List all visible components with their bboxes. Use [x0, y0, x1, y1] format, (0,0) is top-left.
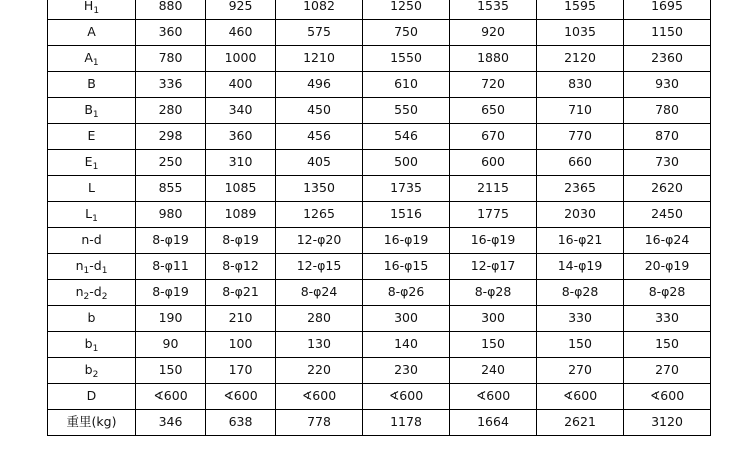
table-cell: 2621: [537, 410, 624, 436]
row-label: $b_2$: [48, 358, 136, 384]
table-row: [48, 384, 711, 410]
table-cell: 1735: [363, 176, 450, 202]
table-cell: 720: [450, 72, 537, 98]
table-cell: 8-φ11: [136, 254, 206, 280]
table-cell: 12-φ17: [450, 254, 537, 280]
table-cell: 980: [136, 202, 206, 228]
table-cell: 730: [624, 150, 711, 176]
table-cell: 8-φ19: [136, 280, 206, 306]
table-cell: 220: [276, 358, 363, 384]
table-cell: 1695: [624, 0, 711, 20]
table-cell: 130: [276, 332, 363, 358]
table-cell: 150: [624, 332, 711, 358]
table-cell: ∢600: [276, 384, 363, 410]
table-row: [48, 280, 711, 306]
table-cell: 660: [537, 150, 624, 176]
row-label: b: [48, 306, 136, 332]
table-cell: 1265: [276, 202, 363, 228]
table-cell: 1000: [206, 46, 276, 72]
row-label: $n_2-d_2$: [48, 280, 136, 306]
row-label: $n_1-d_1$: [48, 254, 136, 280]
table-row: [48, 150, 711, 176]
table-cell: 360: [206, 124, 276, 150]
table-cell: 340: [206, 98, 276, 124]
table-cell: 750: [363, 20, 450, 46]
table-cell: 650: [450, 98, 537, 124]
table-cell: 8-φ12: [206, 254, 276, 280]
table-cell: 12-φ20: [276, 228, 363, 254]
table-cell: 298: [136, 124, 206, 150]
table-cell: 8-φ28: [624, 280, 711, 306]
table-cell: 1775: [450, 202, 537, 228]
table-cell: 310: [206, 150, 276, 176]
table-cell: 546: [363, 124, 450, 150]
table-row: [48, 98, 711, 124]
table-cell: 780: [136, 46, 206, 72]
table-cell: 14-φ19: [537, 254, 624, 280]
table-cell: 16-φ19: [363, 228, 450, 254]
row-label: $B_1$: [48, 98, 136, 124]
table-row: [48, 228, 711, 254]
table-cell: ∢600: [206, 384, 276, 410]
table-cell: 8-φ24: [276, 280, 363, 306]
table-cell: 925: [206, 0, 276, 20]
table-cell: 1150: [624, 20, 711, 46]
table-cell: 550: [363, 98, 450, 124]
table-cell: 230: [363, 358, 450, 384]
table-cell: 1880: [450, 46, 537, 72]
table-cell: 16-φ15: [363, 254, 450, 280]
table-cell: 930: [624, 72, 711, 98]
table-cell: 460: [206, 20, 276, 46]
row-label: $E_1$: [48, 150, 136, 176]
table-cell: 336: [136, 72, 206, 98]
table-cell: 450: [276, 98, 363, 124]
table-cell: ∢600: [624, 384, 711, 410]
row-label: $L_1$: [48, 202, 136, 228]
table-cell: 456: [276, 124, 363, 150]
table-cell: 2120: [537, 46, 624, 72]
table-cell: 2030: [537, 202, 624, 228]
table-cell: 240: [450, 358, 537, 384]
table-row: [48, 0, 711, 20]
table-cell: 140: [363, 332, 450, 358]
table-cell: 1089: [206, 202, 276, 228]
row-label: 重里(kg): [48, 410, 136, 436]
table-cell: 710: [537, 98, 624, 124]
table-cell: 1595: [537, 0, 624, 20]
row-label: E: [48, 124, 136, 150]
row-label: $H_1$: [48, 0, 136, 20]
table-cell: 280: [276, 306, 363, 332]
table-cell: 2115: [450, 176, 537, 202]
table-cell: 1664: [450, 410, 537, 436]
table-cell: 16-φ21: [537, 228, 624, 254]
table-row: [48, 72, 711, 98]
table-cell: ∢600: [363, 384, 450, 410]
row-label: L: [48, 176, 136, 202]
table-cell: ∢600: [537, 384, 624, 410]
table-cell: 330: [624, 306, 711, 332]
table-cell: 210: [206, 306, 276, 332]
table-row: [48, 254, 711, 280]
table-cell: 638: [206, 410, 276, 436]
table-cell: 870: [624, 124, 711, 150]
table-cell: 500: [363, 150, 450, 176]
table-cell: 8-φ28: [450, 280, 537, 306]
table-cell: 770: [537, 124, 624, 150]
table-cell: 346: [136, 410, 206, 436]
table-cell: 2360: [624, 46, 711, 72]
table-cell: 280: [136, 98, 206, 124]
table-cell: 2620: [624, 176, 711, 202]
table-cell: 920: [450, 20, 537, 46]
table-cell: 270: [624, 358, 711, 384]
table-cell: 2450: [624, 202, 711, 228]
table-cell: 610: [363, 72, 450, 98]
table-row: [48, 176, 711, 202]
table-cell: 3120: [624, 410, 711, 436]
table-cell: 1178: [363, 410, 450, 436]
table-cell: 1250: [363, 0, 450, 20]
table-cell: 1535: [450, 0, 537, 20]
table-cell: 16-φ19: [450, 228, 537, 254]
table-cell: 20-φ19: [624, 254, 711, 280]
table-cell: 150: [136, 358, 206, 384]
table-cell: 405: [276, 150, 363, 176]
table-cell: 1085: [206, 176, 276, 202]
table-cell: 300: [450, 306, 537, 332]
table-cell: ∢600: [450, 384, 537, 410]
table-cell: 780: [624, 98, 711, 124]
table-cell: 575: [276, 20, 363, 46]
table-cell: 300: [363, 306, 450, 332]
table-cell: 1550: [363, 46, 450, 72]
row-label: $b_1$: [48, 332, 136, 358]
table-cell: 190: [136, 306, 206, 332]
table-row: [48, 358, 711, 384]
table-cell: 2365: [537, 176, 624, 202]
table-cell: 12-φ15: [276, 254, 363, 280]
table-cell: 150: [450, 332, 537, 358]
table-cell: 150: [537, 332, 624, 358]
row-label: B: [48, 72, 136, 98]
table-cell: 8-φ21: [206, 280, 276, 306]
spec-table-body: [48, 0, 711, 436]
row-label: A: [48, 20, 136, 46]
table-cell: 250: [136, 150, 206, 176]
table-cell: 1516: [363, 202, 450, 228]
row-label: n-d: [48, 228, 136, 254]
table-cell: 270: [537, 358, 624, 384]
table-cell: 8-φ26: [363, 280, 450, 306]
table-cell: 8-φ28: [537, 280, 624, 306]
table-row: [48, 202, 711, 228]
table-row: [48, 20, 711, 46]
table-row: [48, 46, 711, 72]
row-label: $A_1$: [48, 46, 136, 72]
table-cell: 855: [136, 176, 206, 202]
table-cell: 360: [136, 20, 206, 46]
table-cell: 400: [206, 72, 276, 98]
row-label: D: [48, 384, 136, 410]
table-cell: 16-φ24: [624, 228, 711, 254]
table-cell: 496: [276, 72, 363, 98]
table-cell: 330: [537, 306, 624, 332]
table-row: [48, 410, 711, 436]
table-cell: 600: [450, 150, 537, 176]
table-cell: 1350: [276, 176, 363, 202]
table-cell: 90: [136, 332, 206, 358]
table-cell: 670: [450, 124, 537, 150]
table-cell: ∢600: [136, 384, 206, 410]
spec-table: [47, 0, 711, 436]
table-cell: 830: [537, 72, 624, 98]
table-row: [48, 124, 711, 150]
table-cell: 1035: [537, 20, 624, 46]
table-cell: 8-φ19: [136, 228, 206, 254]
table-cell: 1082: [276, 0, 363, 20]
table-cell: 100: [206, 332, 276, 358]
table-row: [48, 332, 711, 358]
table-cell: 778: [276, 410, 363, 436]
table-row: [48, 306, 711, 332]
table-cell: 8-φ19: [206, 228, 276, 254]
table-cell: 170: [206, 358, 276, 384]
table-cell: 1210: [276, 46, 363, 72]
table-cell: 880: [136, 0, 206, 20]
